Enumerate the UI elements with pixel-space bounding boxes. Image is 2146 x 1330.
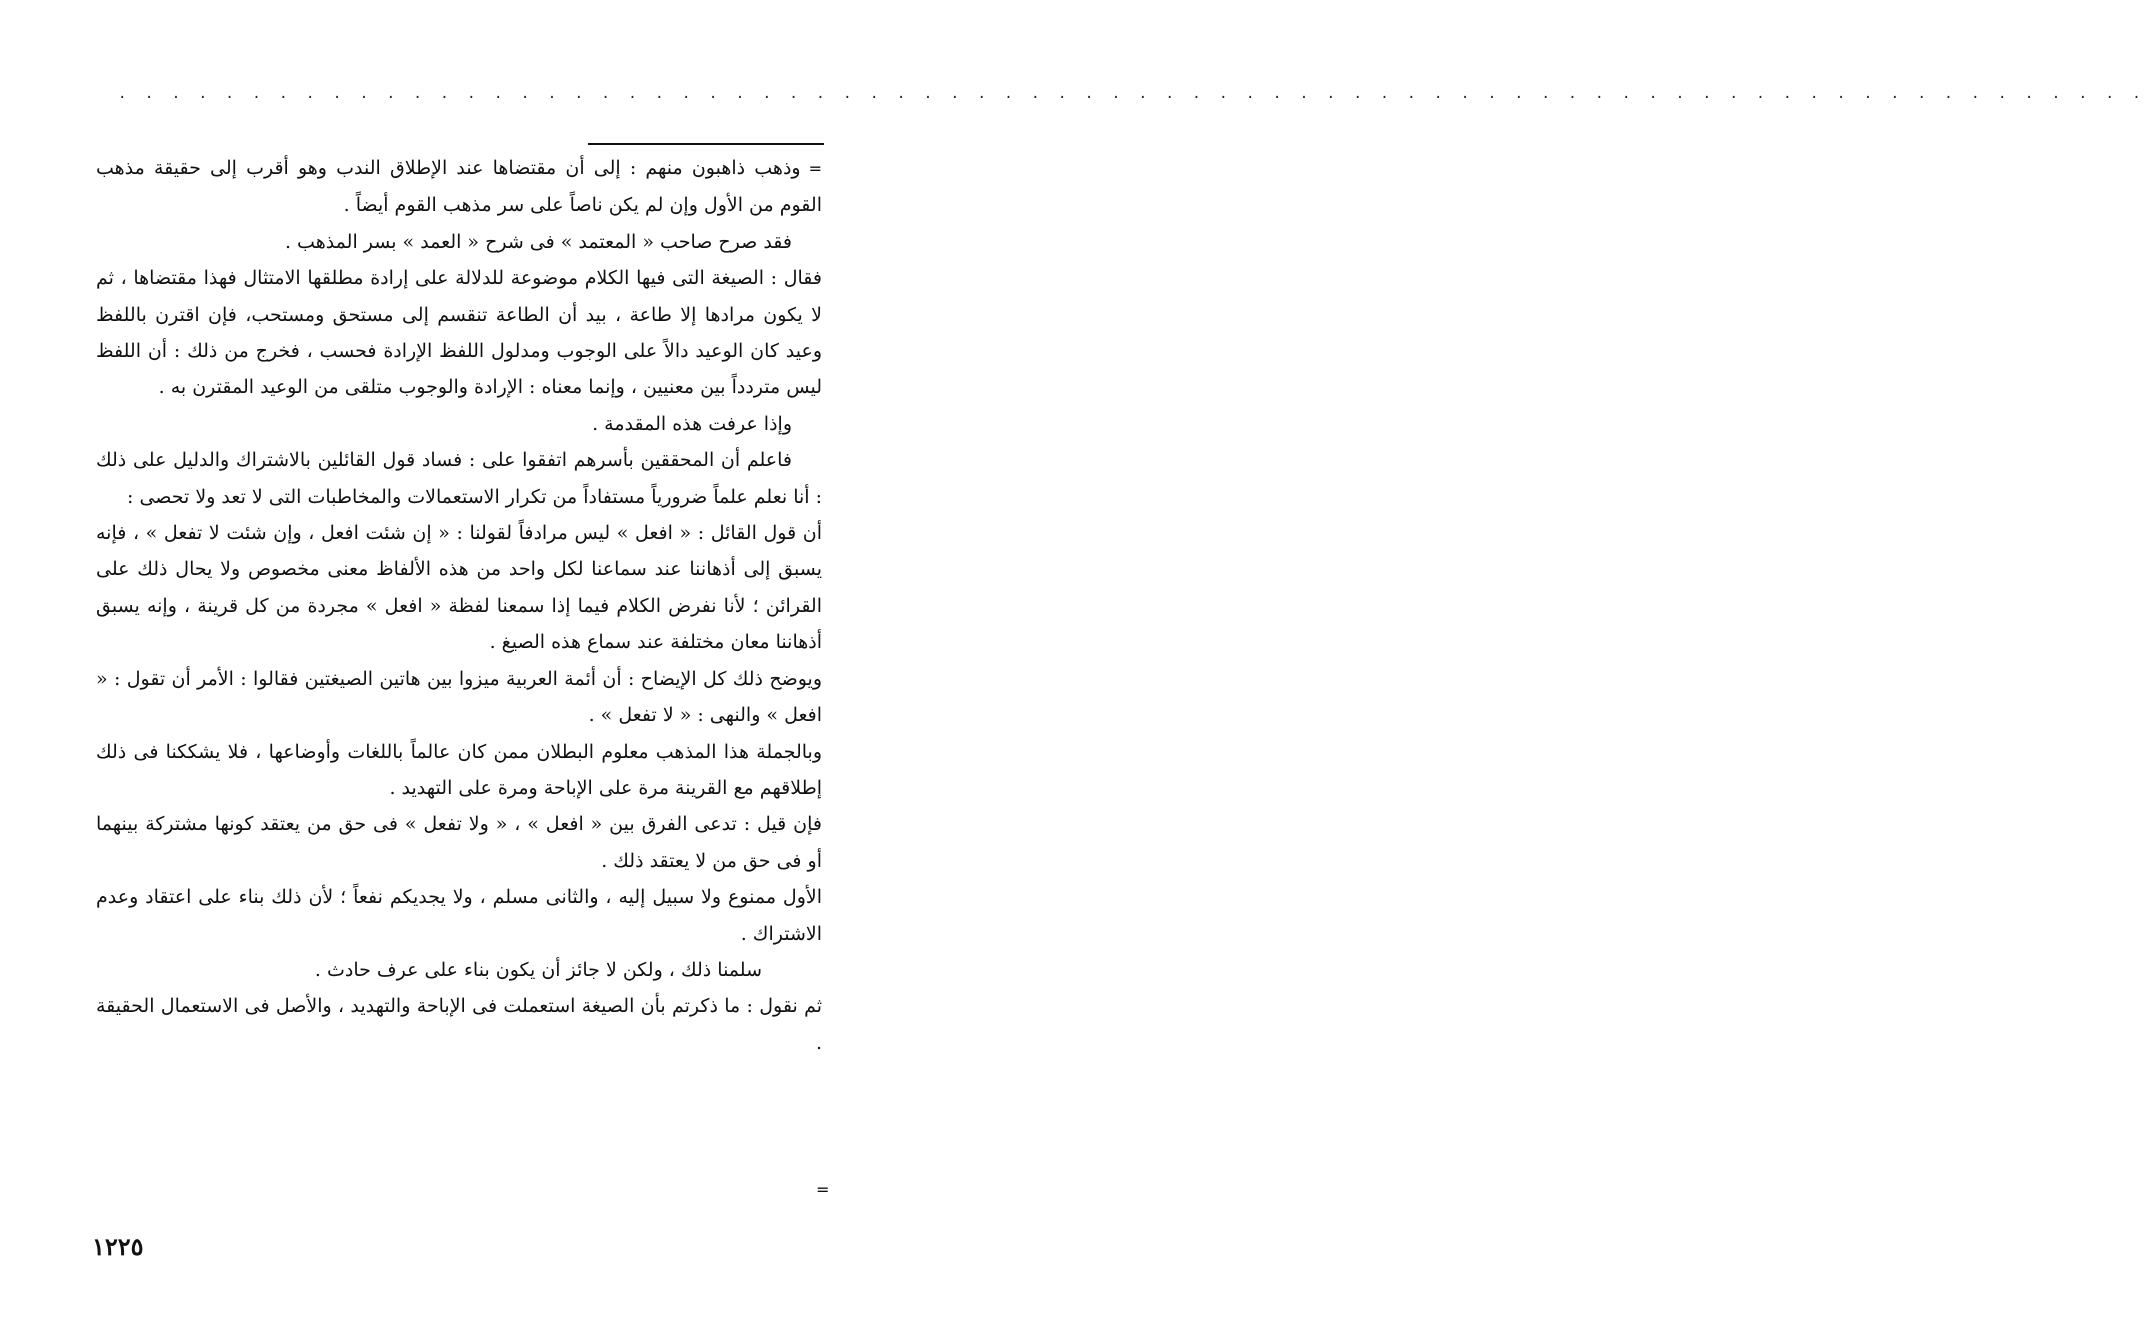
paragraph-9: فإن قيل : تدعى الفرق بين « افعل » ، « ولا تفعل » فى حق من يعتقد كونها مشتركة بينهما أو فى حق من لا يعتقد ذلك . <box>96 813 822 872</box>
footnote-rule <box>588 143 824 145</box>
paragraph-2: فقد صرح صاحب « المعتمد » فى شرح « العمد » بسر المذهب . <box>284 230 792 253</box>
paragraph-6: أن قول القائل : « افعل » ليس مرادفاً لقولنا : « إن شئت افعل ، وإن شئت لا تفعل » ، فإنه يسبق إلى أذهاننا عند سماعنا لكل واحد من هذه الألفاظ معنى مخصوص ولا يحال ذلك على القرائن ؛ لأنا نفرض الكلام فيما إذا سمعنا لفظة « افعل » مجردة من كل قرينة ، وإنه يسبق أذهاننا معان مختلفة عند سماع هذه الصيغ . <box>96 522 822 654</box>
paragraph-11: سلمنا ذلك ، ولكن لا جائز أن يكون بناء على عرف حادث . <box>314 958 762 981</box>
paragraph-3: فقال : الصيغة التى فيها الكلام موضوعة للدلالة على إرادة مطلقها الامتثال فهذا مقتضاها ، ثم لا يكون مرادها إلا طاعة ، بيد أن الطاعة تنقسم إلى مستحق ومستحب، فإن اقترن باللفظ وعيد كان الوعيد دالاً على الوجوب ومدلول اللفظ الإرادة فحسب ، فخرج من ذلك : أن اللفظ ليس متردداً بين معنيين ، وإنما معناه : الإرادة والوجوب متلقى من الوعيد المقترن به . <box>96 267 822 399</box>
paragraph-12: ثم نقول : ما ذكرتم بأن الصيغة استعملت فى الإباحة والتهديد ، والأصل فى الاستعمال الحقيقة . <box>96 995 822 1054</box>
paragraph-7: ويوضح ذلك كل الإيضاح : أن أئمة العربية ميزوا بين هاتين الصيغتين فقالوا : الأمر أن تقول : « افعل » والنهى : « لا تفعل » . <box>96 667 822 727</box>
continuation-mark-end: = <box>816 1180 830 1199</box>
paragraph-5: فاعلم أن المحققين بأسرهم اتفقوا على : فساد قول القائلين بالاشتراك والدليل على ذلك : أنا نعلم علماً ضرورياً مستفاداً من تكرار الاستعمالات والمخاطبات التى لا تعد ولا تحصى : <box>96 449 822 508</box>
page-number: ١٢٢٥ <box>92 1232 144 1261</box>
footnote-body <box>96 150 822 1061</box>
paragraph-4: وإذا عرفت هذه المقدمة . <box>592 412 792 435</box>
dotted-separator: . . . . . . . . . . . . . . . . . . . . . . . . . . . . . . . . . . . . . . . . . . . . . . . . . . . . . . . . . . . . . . . . . . . . . . . . . . . . <box>118 86 2146 102</box>
paragraph-1: =وذهب ذاهبون منهم : إلى أن مقتضاها عند الإطلاق الندب وهو أقرب إلى حقيقة مذهب القوم من الأول وإن لم يكن ناصاً على سر مذهب القوم أيضاً . <box>96 150 822 224</box>
paragraph-8: وبالجملة هذا المذهب معلوم البطلان ممن كان عالماً باللغات وأوضاعها ، فلا يشككنا فى ذلك إطلاقهم مع القرينة مرة على الإباحة ومرة على التهديد . <box>96 740 822 799</box>
continuation-mark: = <box>808 159 822 178</box>
paragraph-10: الأول ممنوع ولا سبيل إليه ، والثانى مسلم ، ولا يجديكم نفعاً ؛ لأن ذلك بناء على اعتقاد وعدم الاشتراك . <box>96 886 823 945</box>
